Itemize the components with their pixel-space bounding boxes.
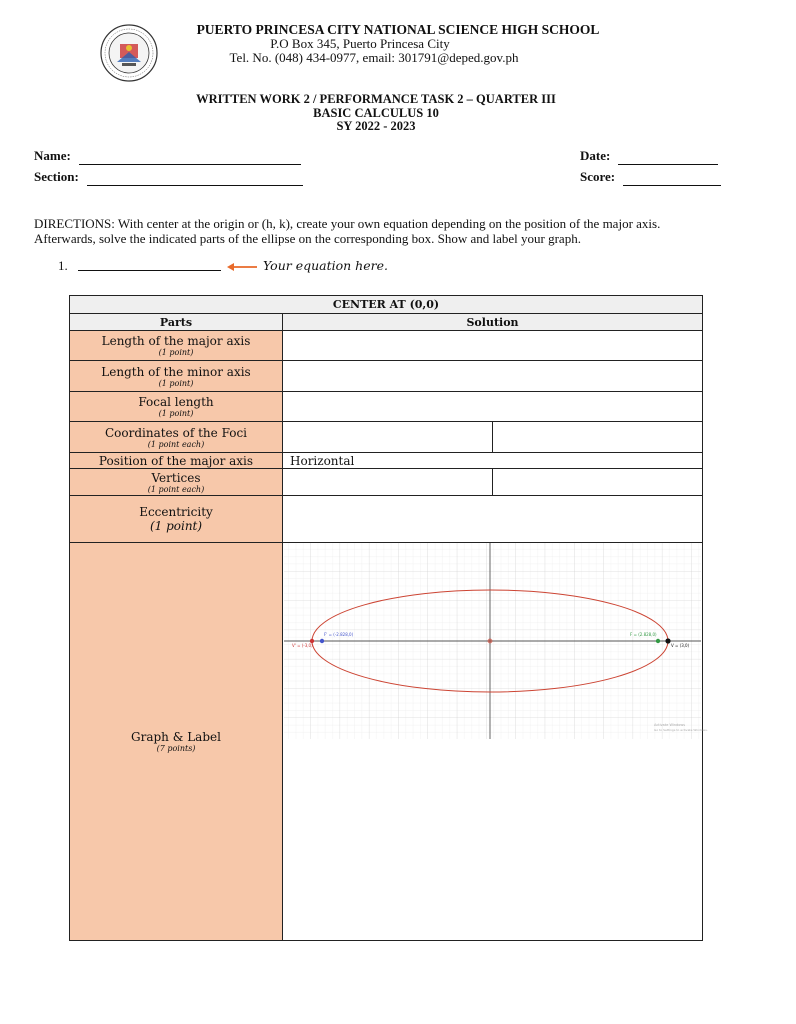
name-field[interactable] — [34, 147, 301, 165]
equation-hint: Your equation here. — [263, 258, 388, 273]
row-major-axis-label: Length of the major axis (1 point) — [70, 331, 283, 361]
focal-length-answer[interactable] — [283, 392, 703, 422]
directions-line-1: DIRECTIONS: With center at the origin or (h, k), create your own equation depending on the position of the major axis. — [34, 216, 661, 231]
row-focal-length-label: Focal length (1 point) — [70, 392, 283, 422]
left-arrow-icon — [226, 261, 258, 273]
vertex-left-label: V' = (-3,0) — [292, 643, 313, 648]
focus-right-label: F = (2.828,0) — [630, 632, 657, 637]
section-label: Section: — [34, 169, 79, 184]
focus-left-label: F' = (-2.828,0) — [324, 632, 354, 637]
ellipse-graph — [284, 543, 708, 739]
score-blank[interactable] — [623, 173, 721, 186]
watermark-line-1: Activate Windows — [654, 723, 686, 727]
col-solution: Solution — [283, 314, 703, 331]
date-field[interactable] — [580, 147, 718, 165]
equation-blank[interactable] — [78, 258, 221, 271]
vertex-1-answer[interactable] — [283, 469, 493, 496]
focus-right-point — [656, 639, 660, 643]
item-number: 1. — [58, 258, 68, 273]
focus-2-answer[interactable] — [493, 422, 703, 453]
graph-answer-cell[interactable] — [283, 543, 708, 941]
eccentricity-answer[interactable] — [283, 496, 703, 543]
directions — [34, 216, 734, 246]
col-parts: Parts — [70, 314, 283, 331]
minor-axis-answer[interactable] — [283, 361, 703, 392]
task-title: WRITTEN WORK 2 / PERFORMANCE TASK 2 – QUARTER III — [196, 92, 556, 106]
school-address: P.O Box 345, Puerto Princesa City — [270, 36, 450, 51]
vertex-right-label: V = (3,0) — [671, 643, 690, 648]
score-field[interactable] — [580, 168, 721, 186]
score-label: Score: — [580, 169, 616, 184]
section-blank[interactable] — [87, 173, 303, 186]
subject-title: BASIC CALCULUS 10 — [313, 106, 439, 120]
row-minor-axis-label: Length of the minor axis (1 point) — [70, 361, 283, 392]
focus-left-point — [320, 639, 324, 643]
name-blank[interactable] — [79, 152, 301, 165]
school-contact: Tel. No. (048) 434-0977, email: 301791@deped.gov.ph — [229, 50, 519, 65]
watermark-line-2: Go to Settings to activate Windows. — [654, 728, 708, 732]
section-field[interactable] — [34, 168, 303, 186]
focus-1-answer[interactable] — [283, 422, 493, 453]
row-foci-label: Coordinates of the Foci (1 point each) — [70, 422, 283, 453]
name-label: Name: — [34, 148, 71, 163]
major-axis-answer[interactable] — [283, 331, 703, 361]
vertex-right-point — [665, 638, 670, 643]
date-blank[interactable] — [618, 152, 718, 165]
directions-line-2: Afterwards, solve the indicated parts of the ellipse on the corresponding box. Show and label your graph. — [34, 231, 581, 246]
row-position-label: Position of the major axis — [70, 453, 283, 469]
school-name: PUERTO PRINCESA CITY NATIONAL SCIENCE HIGH SCHOOL — [196, 22, 600, 37]
ellipse-solution-table — [69, 295, 708, 941]
date-label: Date: — [580, 148, 611, 163]
row-vertices-label: Vertices (1 point each) — [70, 469, 283, 496]
center-point — [488, 639, 493, 644]
vertex-2-answer[interactable] — [493, 469, 703, 496]
school-year: SY 2022 - 2023 — [336, 119, 416, 133]
position-answer[interactable]: Horizontal — [283, 453, 703, 469]
row-graph-label: Graph & Label (7 points) — [70, 543, 283, 941]
row-eccentricity-label: Eccentricity (1 point) — [70, 496, 283, 543]
table-title: CENTER AT (0,0) — [70, 296, 703, 314]
